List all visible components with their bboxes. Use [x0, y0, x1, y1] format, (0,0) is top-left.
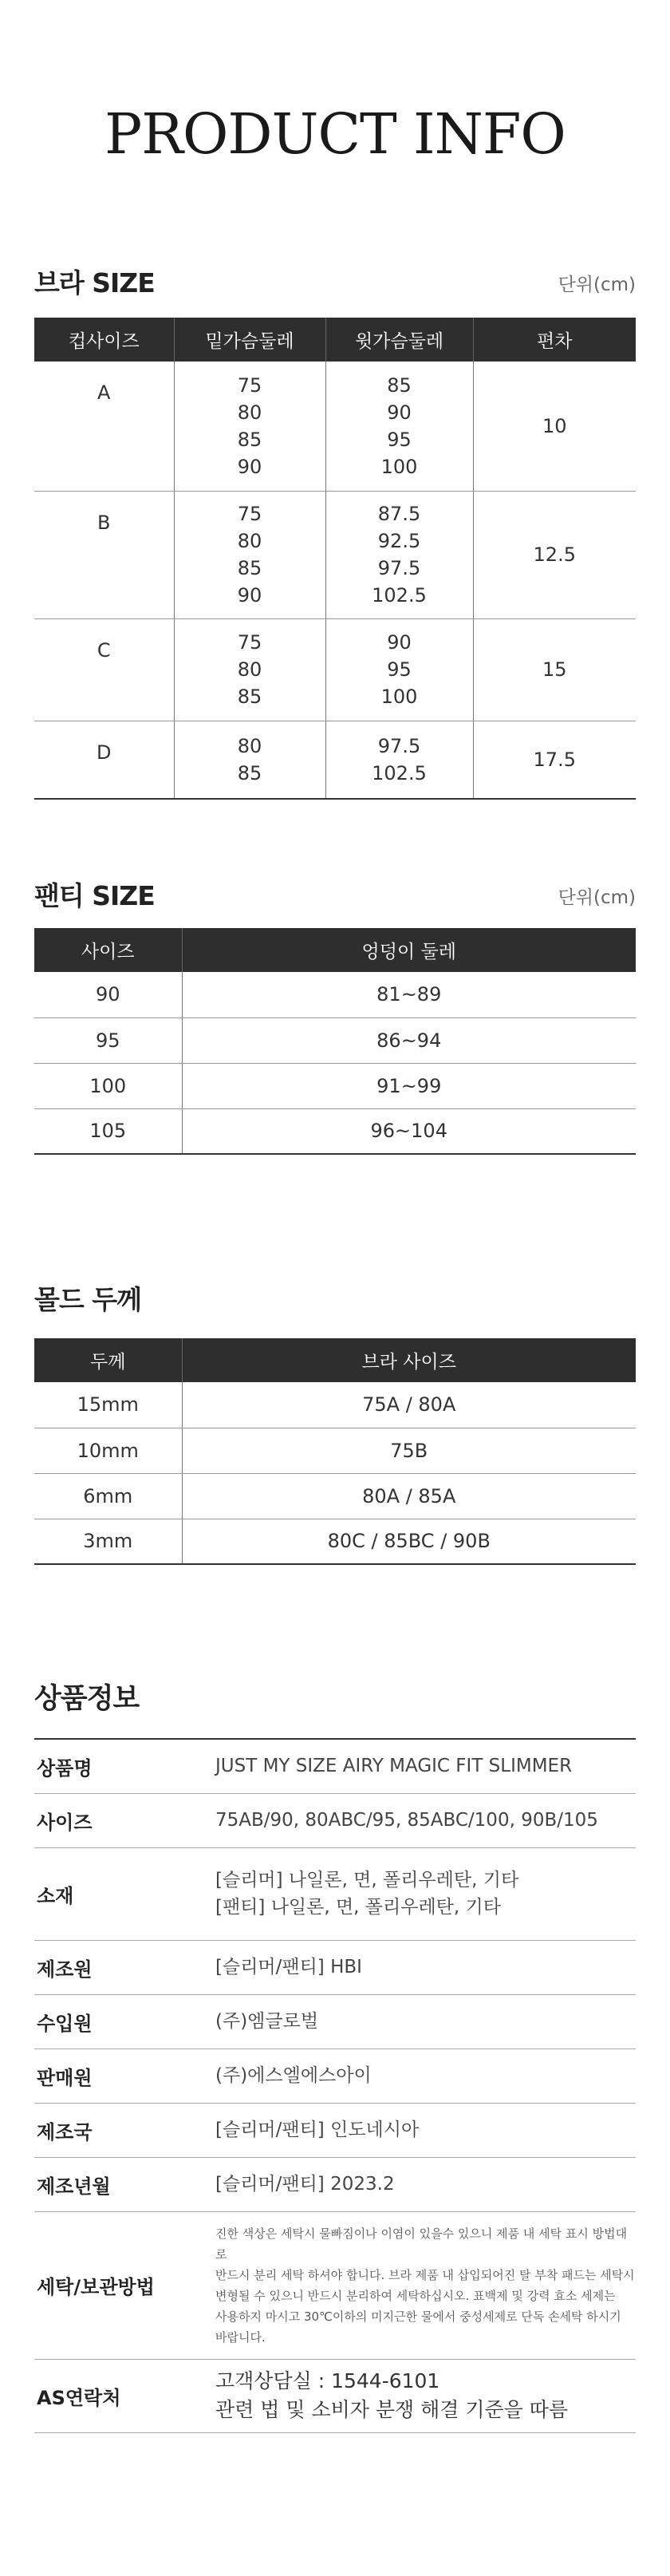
overbust-value: 102.5 [372, 761, 427, 784]
info-value-line: 고객상담실 : 1544-6101 [215, 2369, 440, 2392]
info-value [210, 1793, 636, 1847]
info-value [210, 2049, 636, 2103]
info-value-line: JUST MY SIZE AIRY MAGIC FIT SLIMMER [215, 1756, 573, 1777]
column-header: 컵사이즈 [34, 318, 174, 362]
overbust-cell [325, 362, 473, 491]
info-value-line: 사용하지 마시고 30℃이하의 미지근한 물에서 중성세제로 단독 손세탁 하시기 [215, 2309, 621, 2324]
column-header: 윗가슴둘레 [325, 318, 473, 362]
bra-size-cell: 80C / 85BC / 90B [182, 1519, 636, 1564]
column-header: 편차 [473, 318, 636, 362]
info-row [34, 2103, 636, 2157]
hip-circumference-cell: 81~89 [182, 972, 636, 1017]
table-row [34, 1519, 636, 1564]
info-value [210, 2103, 636, 2157]
overbust-value: 90 [387, 631, 412, 654]
info-value [210, 2359, 636, 2432]
info-value [210, 2157, 636, 2211]
underbust-cell [174, 721, 325, 799]
info-row [34, 1847, 636, 1940]
info-value-line: 반드시 분리 세탁 하셔야 합니다. 브라 제품 내 삽입되어진 탈 부착 패드는 세탁시 [215, 2267, 635, 2282]
bra-size-cell: 80A / 85A [182, 1473, 636, 1519]
info-row [34, 1994, 636, 2049]
column-header: 브라 사이즈 [182, 1338, 636, 1382]
panty-size-section [34, 876, 636, 1155]
mold-table [34, 1338, 636, 1565]
info-value-line: [슬리머/팬티] HBI [215, 1957, 362, 1977]
info-value [210, 1739, 636, 1793]
info-value [210, 1940, 636, 1994]
bra-size-table [34, 318, 636, 800]
panty-size-cell: 100 [34, 1063, 182, 1108]
hip-circumference-cell: 91~99 [182, 1063, 636, 1108]
panty-size-title: 팬티 SIZE [34, 880, 155, 911]
difference-cell: 15 [473, 618, 636, 721]
column-header: 두께 [34, 1338, 182, 1382]
mold-section [34, 1280, 636, 1565]
product-info-title: 상품정보 [34, 1683, 140, 1715]
info-value-line: (주)에스엘에스아이 [215, 2065, 372, 2086]
underbust-value: 80 [237, 658, 262, 681]
difference-cell: 17.5 [473, 721, 636, 799]
column-header: 밑가슴둘레 [174, 318, 325, 362]
info-value-line: 관련 법 및 소비자 분쟁 해결 기준을 따름 [215, 2398, 569, 2421]
overbust-value: 95 [387, 428, 412, 451]
cup-size-cell: B [34, 491, 174, 618]
bra-size-section [34, 263, 636, 800]
info-value-line: [팬티] 나일론, 면, 폴리우레탄, 기타 [215, 1897, 501, 1918]
underbust-value: 80 [237, 401, 262, 424]
info-value-line: 변형될 수 있으니 반드시 분리하여 세탁하십시오. 표백제 및 강력 효소 세제는 [215, 2288, 616, 2303]
bra-size-cell: 75A / 80A [182, 1382, 636, 1428]
table-row [34, 491, 636, 618]
column-header: 엉덩이 둘레 [182, 928, 636, 972]
underbust-value: 90 [237, 584, 262, 606]
panty-size-unit: 단위(cm) [558, 887, 636, 908]
overbust-value: 90 [387, 401, 412, 424]
hip-circumference-cell: 86~94 [182, 1017, 636, 1063]
hip-circumference-cell: 96~104 [182, 1108, 636, 1154]
thickness-cell: 10mm [34, 1428, 182, 1473]
panty-size-table [34, 928, 636, 1155]
cup-size-cell: D [34, 721, 174, 799]
underbust-cell [174, 491, 325, 618]
info-key: 제조국 [34, 2103, 210, 2157]
panty-size-cell: 95 [34, 1017, 182, 1063]
overbust-cell [325, 491, 473, 618]
info-key: AS연락처 [34, 2359, 210, 2432]
overbust-cell [325, 618, 473, 721]
info-value [210, 2211, 636, 2359]
overbust-value: 100 [380, 455, 418, 478]
underbust-value: 75 [237, 373, 262, 397]
table-row [34, 618, 636, 721]
info-row [34, 2049, 636, 2103]
info-row [34, 1793, 636, 1847]
table-row [34, 362, 636, 491]
info-value-line: [슬리머/팬티] 인도네시아 [215, 2120, 420, 2140]
table-row [34, 1063, 636, 1108]
cup-size-cell: C [34, 618, 174, 721]
underbust-value: 75 [237, 631, 262, 654]
column-header: 사이즈 [34, 928, 182, 972]
table-row [34, 1017, 636, 1063]
thickness-cell: 6mm [34, 1473, 182, 1519]
underbust-value: 85 [237, 685, 262, 708]
overbust-value: 85 [387, 373, 412, 397]
info-value [210, 1994, 636, 2049]
underbust-cell [174, 618, 325, 721]
mold-title: 몰드 두께 [34, 1284, 142, 1315]
page-title: PRODUCT INFO [104, 101, 566, 167]
thickness-cell: 15mm [34, 1382, 182, 1428]
info-value-line: [슬리머] 나일론, 면, 폴리우레탄, 기타 [215, 1870, 519, 1891]
info-key: 상품명 [34, 1739, 210, 1793]
underbust-value: 85 [237, 557, 262, 579]
table-row [34, 1382, 636, 1428]
info-value-line: [슬리머/팬티] 2023.2 [215, 2174, 395, 2195]
overbust-value: 97.5 [377, 734, 421, 757]
info-key: 제조원 [34, 1940, 210, 1994]
panty-size-cell: 105 [34, 1108, 182, 1154]
info-row [34, 2359, 636, 2432]
product-info-section [34, 1679, 636, 2433]
overbust-value: 97.5 [377, 557, 421, 579]
table-row [34, 1108, 636, 1154]
info-key: 세탁/보관방법 [34, 2211, 210, 2359]
underbust-value: 80 [237, 734, 262, 757]
table-row [34, 1473, 636, 1519]
overbust-value: 87.5 [377, 503, 421, 525]
info-value-line: 진한 색상은 세탁시 물빠짐이나 이염이 있을수 있으니 제품 내 세탁 표시 방법대로 [215, 2226, 628, 2262]
info-value-line: 75AB/90, 80ABC/95, 85ABC/100, 90B/105 [215, 1810, 598, 1831]
overbust-cell [325, 721, 473, 799]
cup-size-cell: A [34, 362, 174, 491]
overbust-value: 100 [380, 685, 418, 708]
info-value-line: (주)엠글로벌 [215, 2011, 319, 2032]
difference-cell: 12.5 [473, 491, 636, 618]
info-row [34, 2211, 636, 2359]
thickness-cell: 3mm [34, 1519, 182, 1564]
bra-size-unit: 단위(cm) [558, 275, 636, 295]
info-key: 판매원 [34, 2049, 210, 2103]
info-row [34, 1940, 636, 1994]
info-row [34, 1739, 636, 1793]
underbust-value: 90 [237, 455, 262, 478]
product-info-table [34, 1738, 636, 2433]
underbust-value: 75 [237, 503, 262, 525]
underbust-value: 85 [237, 428, 262, 451]
info-row [34, 2157, 636, 2211]
table-row [34, 721, 636, 799]
underbust-value: 85 [237, 761, 262, 784]
table-row [34, 1428, 636, 1473]
overbust-value: 95 [387, 658, 412, 681]
bra-size-cell: 75B [182, 1428, 636, 1473]
info-key: 수입원 [34, 1994, 210, 2049]
bra-size-title: 브라 SIZE [34, 267, 155, 298]
difference-cell: 10 [473, 362, 636, 491]
info-key: 제조년월 [34, 2157, 210, 2211]
underbust-cell [174, 362, 325, 491]
underbust-value: 80 [237, 530, 262, 552]
panty-size-cell: 90 [34, 972, 182, 1017]
overbust-value: 92.5 [377, 530, 421, 552]
info-value [210, 1847, 636, 1940]
info-key: 소재 [34, 1847, 210, 1940]
table-row [34, 972, 636, 1017]
info-value-line: 바랍니다. [215, 2329, 266, 2345]
info-key: 사이즈 [34, 1793, 210, 1847]
overbust-value: 102.5 [372, 584, 427, 606]
